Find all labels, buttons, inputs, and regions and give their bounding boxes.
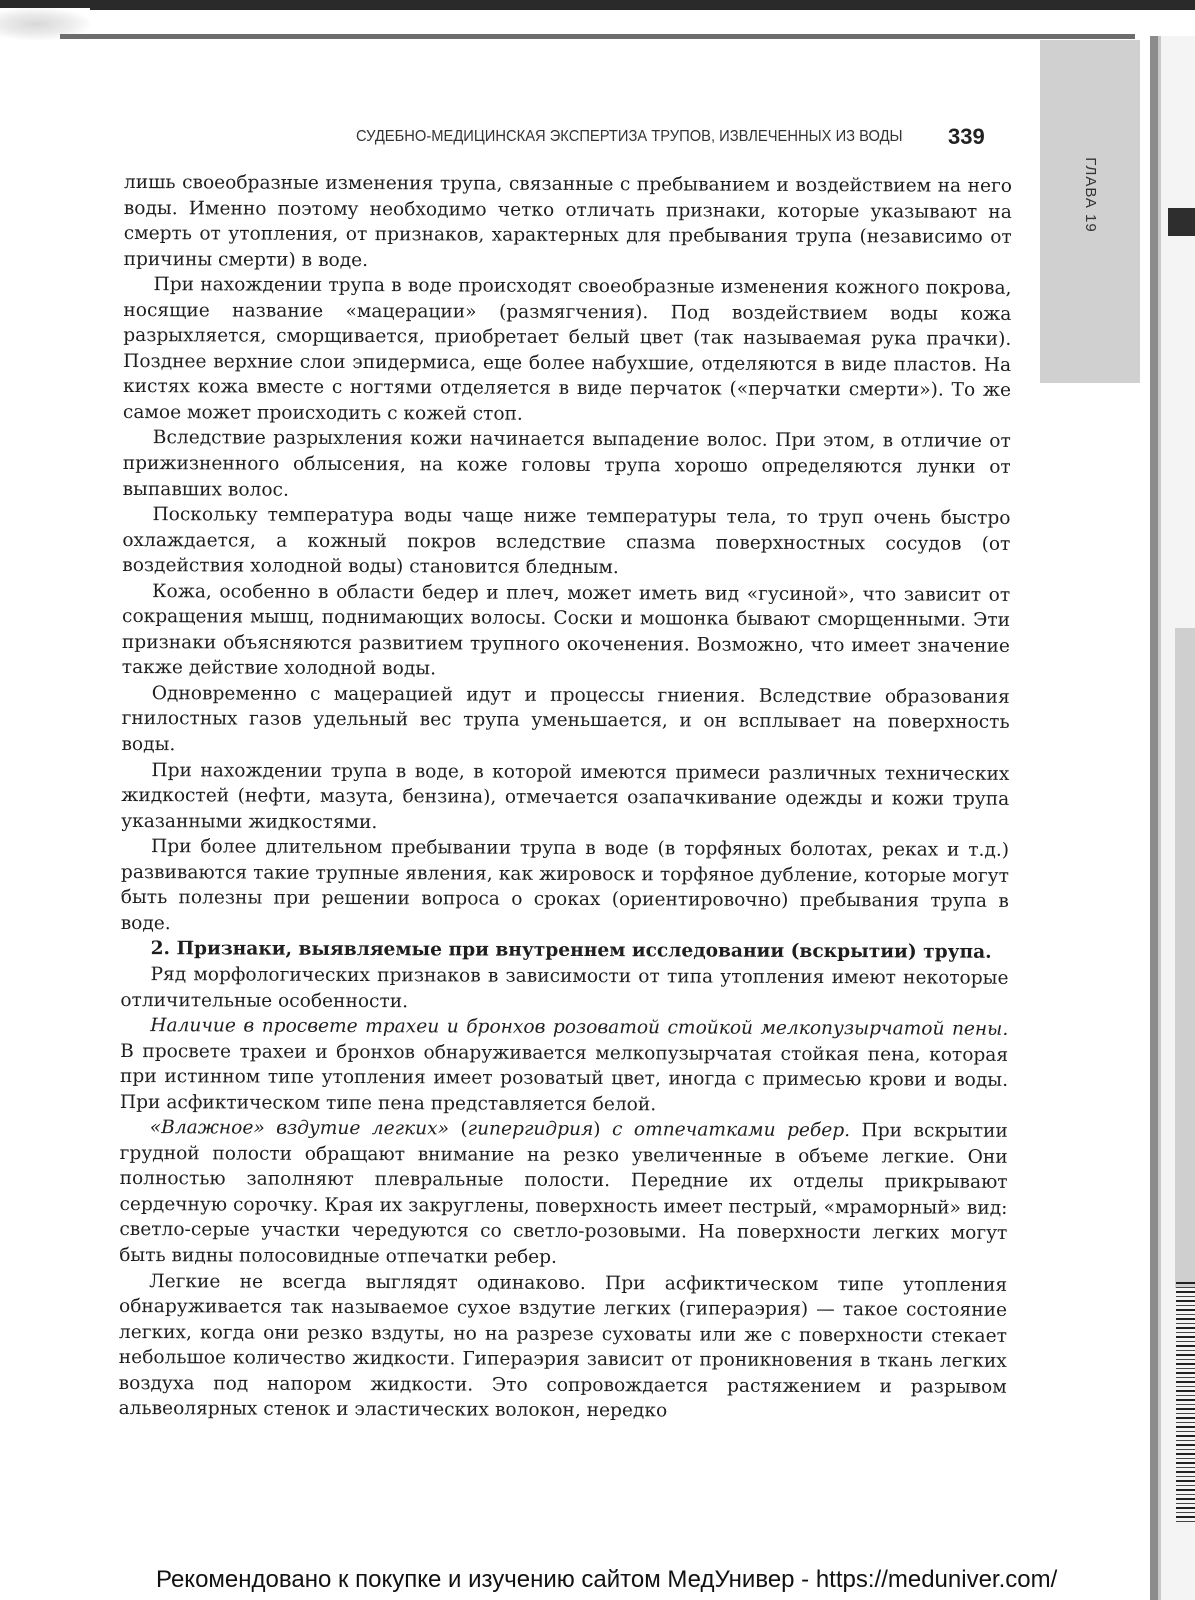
watermark-footer: Рекомендовано к покупке и изучению сайтом МедУнивер - https://meduniver.com/ [156,1566,1058,1593]
italic-lead: с отпечатками ребер. [611,1119,851,1142]
italic-lead: Наличие в просвете трахеи и бронхов розоватой стойкой мелкопузырчатой пены. [150,1015,1009,1040]
dark-thumb-tab [1168,208,1195,236]
paren-close: ) [593,1119,613,1141]
paragraph: При нахождении трупа в воде, в которой имеются примеси различных технических жидкостей (нефти, мазута, бензина), отмечается озапачкивание одежды и кожи трупа указанными жидкостями. [121,759,1010,833]
italic-term: гипергидрия [467,1118,594,1141]
paragraph: При нахождении трупа в воде происходят своеобразные изменения кожного покрова, носящие название «мацерации» (размягчения). Под воздействием воды кожа разрыхляется, сморщивается, приобретает белый цвет (так называемая рука прачки). Позднее верхние слои эпидермиса, еще более набухшие, отделяются в виде пластов. На кистях кожа вместе с ногтями отделяется в виде перчаток («перчатки смерти»). То же самое может происходить с кожей стоп. [122,274,1012,425]
paragraph-text: В просвете трахеи и бронхов обнаруживается мелкопузырчатая стойкая пена, которая при истинном типе утопления имеет розоватый цвет, иногда с примесью крови и воды. При асфиктическом типе пена представляется белой. [119,1040,1009,1116]
body-text [119,170,1012,1426]
paragraph: лишь своеобразные изменения трупа, связанные с пребыванием и воздействием на него воды. Именно поэтому необходимо четко отличать признаки, которые указывают на смерть от утопления, от признаков, характерных для пребывания трупа (независимо от причины смерти) в воде. [123,171,1012,271]
chapter-label: ГЛАВА 19 [1082,157,1099,233]
paragraph: Одновременно с мацерацией идут и процессы гниения. Вследствие образования гнилостных газов удельный вес трупа уменьшается, и он всплывает на поверхность воды. [121,683,1010,756]
page-right-edge [1150,36,1158,1600]
paragraph: Вследствие разрыхления кожи начинается выпадение волос. При этом, в отличие от прижизненного облысения, на коже головы трупа хорошо определяются лунки от выпавших волос. [122,427,1011,501]
paren-open: ( [448,1118,468,1140]
paragraph-text: При вскрытии грудной полости обращают внимание на резко увеличенные в объеме легкие. Они полностью заполняют плевральные полости. Передние их отделы прикрывают сердечную сорочку. Края их закруглены, поверхность имеет пестрый, «мраморный» вид: светло-серые участки чередуются со светло-розовыми. На поверхности легких могут быть видны полосовидные отпечатки ребер. [119,1120,1008,1268]
paragraph [120,1013,1008,1119]
scan-top-edge [0,0,1195,10]
paragraph: При более длительном пребывании трупа в воде (в торфяных болотах, реках и т.д.) развиваются такие трупные явления, как жировоск и торфяное дубление, которые могут быть полезны при решении вопроса о сроках (ориентировочно) пребывания трупа в воде. [120,836,1010,935]
page-number: 339 [948,124,985,149]
paragraph [119,1115,1008,1272]
page-edge-marks [1176,1282,1195,1522]
page-top-edge [60,34,1135,39]
paragraph: Ряд морфологических признаков в зависимости от типа утопления имеют некоторые отличительные особенности. [120,964,1009,1012]
grey-edge-strip [1175,628,1195,1288]
italic-lead: «Влажное» вздутие легких» [149,1117,450,1140]
paragraph: Поскольку температура воды чаще ниже температуры тела, то труп очень быстро охлаждается, а кожный покров вследствие спазма поверхностных сосудов (от воздействия холодной воды) становится бледным. [122,504,1011,579]
running-title: СУДЕБНО-МЕДИЦИНСКАЯ ЭКСПЕРТИЗА ТРУПОВ, ИЗВЛЕЧЕННЫХ ИЗ ВОДЫ [356,128,903,145]
paragraph: Легкие не всегда выглядят одинаково. При асфиктическом типе утопления обнаруживается так называемое сухое вздутие легких (гипераэрия) — такое состояние легких, когда они резко вздуты, но на разрезе суховаты или же с поверхности стекает небольшое количество жидкости. Гипераэрия зависит от проникновения в ткань легких воздуха под напором жидкости. Это сопровождается растяжением и разрывом альвеолярных стенок и эластических волокон, нередко [118,1270,1008,1422]
section-heading: 2. Признаки, выявляемые при внутреннем исследовании (вскрытии) трупа. [150,938,992,964]
paragraph: Кожа, особенно в области бедер и плеч, может иметь вид «гусиной», что зависит от сокращения мышц, поднимающих волосы. Соски и мошонка бывают сморщенными. Эти признаки объясняются развитием трупного окоченения. Возможно, что имеет значение также действие холодной воды. [121,580,1011,680]
